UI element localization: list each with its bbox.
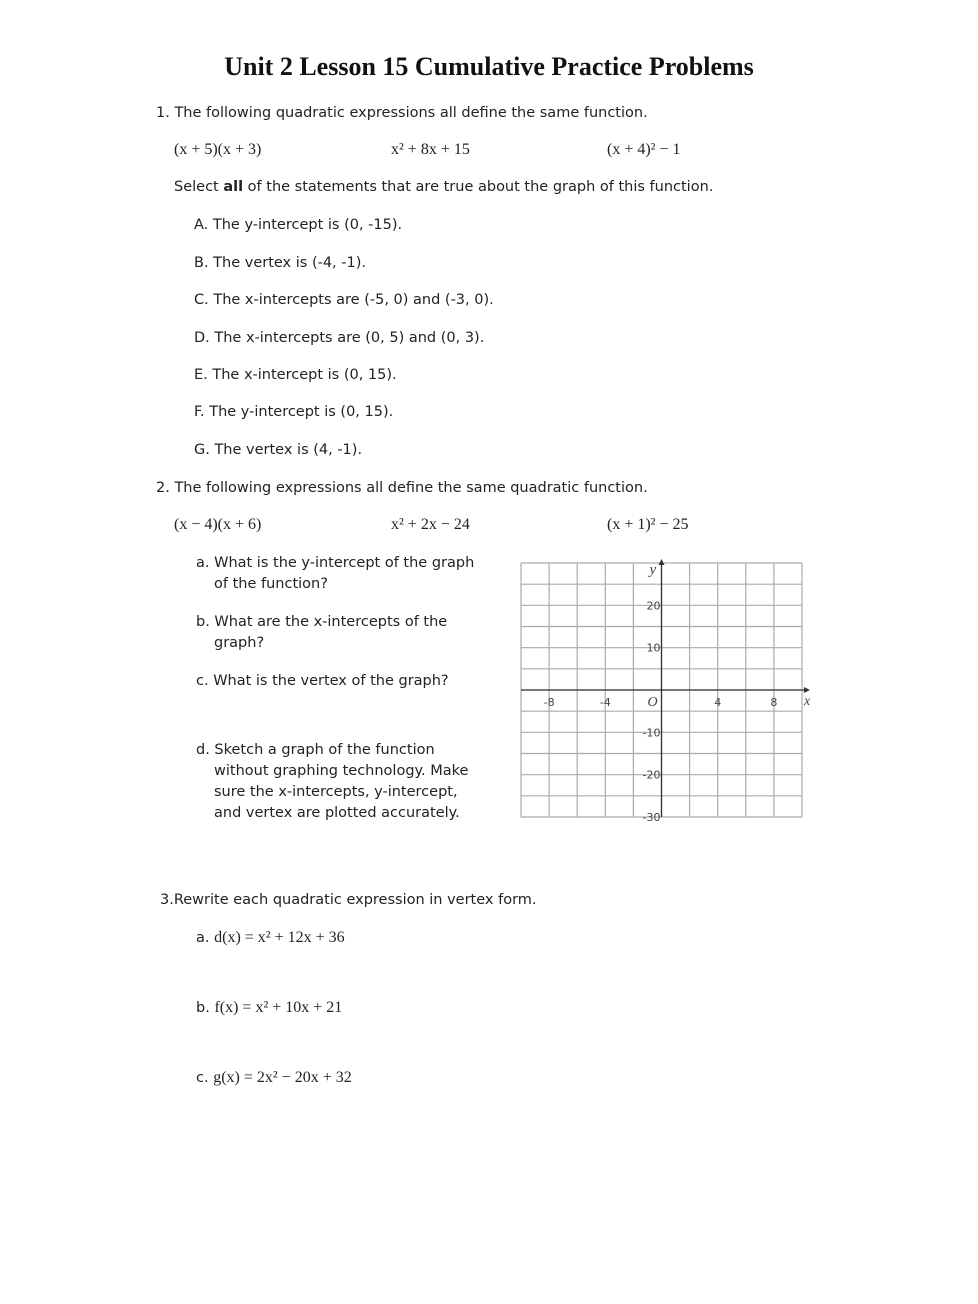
q2-part-d: d. Sketch a graph of the function	[196, 742, 435, 758]
q2-part-d: sure the x-intercepts, y-intercept,	[214, 784, 458, 800]
x-axis-arrow-icon	[804, 687, 810, 693]
instruction-text: Select	[174, 179, 224, 195]
y-tick-label: 20	[646, 599, 661, 613]
q2-part-c: c. What is the vertex of the graph?	[196, 673, 449, 689]
q2-part-a: of the function?	[214, 576, 328, 592]
y-tick-label: -10	[642, 726, 661, 740]
q1-expr: x² + 8x + 15	[391, 141, 470, 158]
q1-option-f[interactable]: F. The y-intercept is (0, 15).	[194, 404, 394, 420]
q1-instruction	[174, 179, 713, 195]
q2-part-a: a. What is the y-intercept of the graph	[196, 555, 475, 571]
q2-prompt: 2. The following expressions all define the same quadratic function.	[156, 480, 648, 496]
page-title: Unit 2 Lesson 15 Cumulative Practice Problems	[224, 52, 754, 81]
q2-part-b: graph?	[214, 635, 265, 651]
q1-option-d[interactable]: D. The x-intercepts are (0, 5) and (0, 3).	[194, 330, 485, 346]
x-tick-label: 8	[770, 696, 778, 709]
q3-part-a	[196, 929, 345, 947]
q1-prompt: 1. The following quadratic expressions all define the same function.	[156, 105, 648, 121]
instruction-text: of the statements that are true about the graph of this function.	[243, 179, 714, 195]
y-tick-label: -30	[642, 811, 661, 824]
q1-option-e[interactable]: E. The x-intercept is (0, 15).	[194, 367, 397, 383]
part-label: c.	[196, 1070, 214, 1086]
y-tick-label: 10	[646, 641, 661, 655]
part-expr: g(x) = 2x² − 20x + 32	[213, 1069, 352, 1086]
origin-label: O	[647, 695, 658, 710]
part-expr: f(x) = x² + 10x + 21	[214, 999, 343, 1016]
x-tick-label: -8	[543, 696, 555, 709]
x-tick-label: -4	[599, 696, 611, 709]
q2-expr: x² + 2x − 24	[391, 516, 470, 533]
coordinate-grid[interactable]	[515, 555, 815, 830]
q2-part-b: b. What are the x-intercepts of the	[196, 614, 448, 630]
q1-option-b[interactable]: B. The vertex is (-4, -1).	[194, 255, 366, 271]
q3-part-b	[196, 999, 342, 1017]
q2-part-d: without graphing technology. Make	[214, 763, 469, 779]
part-label: a.	[196, 930, 215, 946]
q2-expr: (x + 1)² − 25	[607, 516, 689, 533]
q3-part-c	[196, 1069, 352, 1087]
q1-expr: (x + 4)² − 1	[607, 141, 681, 158]
y-tick-label: -20	[642, 768, 661, 782]
q1-option-c[interactable]: C. The x-intercepts are (-5, 0) and (-3, 0).	[194, 292, 494, 308]
q1-option-a[interactable]: A. The y-intercept is (0, -15).	[194, 217, 403, 233]
instruction-bold: all	[223, 179, 244, 195]
part-expr: d(x) = x² + 12x + 36	[214, 929, 345, 946]
q2-expr: (x − 4)(x + 6)	[174, 516, 262, 533]
y-axis-label: y	[649, 562, 657, 578]
q2-part-d: and vertex are plotted accurately.	[214, 805, 460, 821]
y-axis-arrow-icon	[659, 559, 665, 565]
x-tick-label: 4	[714, 696, 722, 709]
q3-prompt: 3.Rewrite each quadratic expression in vertex form.	[160, 892, 537, 908]
q1-option-g[interactable]: G. The vertex is (4, -1).	[194, 442, 363, 458]
q1-expr: (x + 5)(x + 3)	[174, 141, 262, 158]
part-label: b.	[196, 1000, 215, 1016]
x-axis-label: x	[804, 694, 811, 709]
